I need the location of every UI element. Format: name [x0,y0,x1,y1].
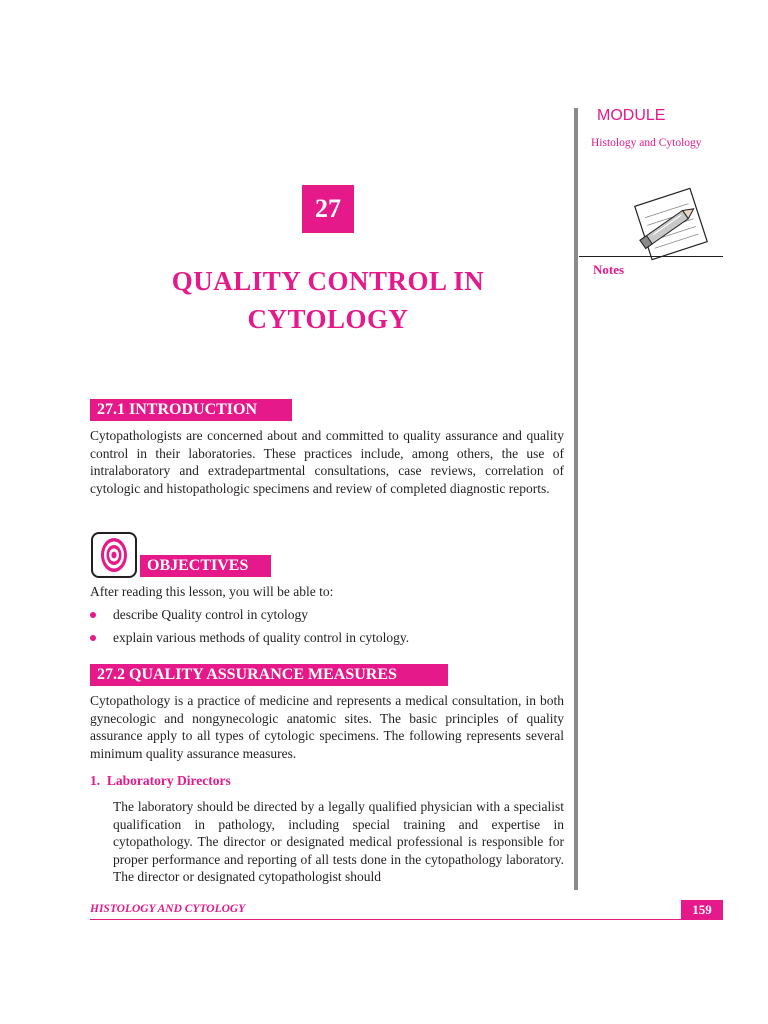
module-subtitle: Histology and Cytology [591,137,702,149]
objective-item-2: explain various methods of quality control in cytology. [113,630,410,645]
section-heading-quality-assurance: 27.2 QUALITY ASSURANCE MEASURES [90,664,448,686]
laboratory-directors-paragraph: The laboratory should be directed by a legally qualified physician with a specialist qualification in pathology, including special training and expertise in cytopathology. The director or designated medical professional is responsible for proper performance and reporting of all tests done in the cytopathology laboratory. The director or designated cytopathologist should [113,799,564,885]
objective-item-1: describe Quality control in cytology [113,607,308,622]
module-label: MODULE [597,107,666,124]
bullet-dot [90,635,96,641]
notepad-pencil-icon [628,182,714,266]
footer-rule [90,919,723,920]
chapter-title-line2: CYTOLOGY [247,304,409,334]
notes-rule [579,256,723,257]
running-footer-title: HISTOLOGY AND CYTOLOGY [90,903,246,915]
chapter-title-line1: QUALITY CONTROL IN [171,266,485,296]
target-icon [90,531,138,579]
subheading-laboratory-directors: 1. Laboratory Directors [90,773,231,788]
page-number: 159 [681,900,723,920]
sidebar-divider [574,108,578,890]
bullet-dot [90,612,96,618]
introduction-paragraph: Cytopathologists are concerned about and committed to quality assurance and quality control in their laboratories. These practices include, among others, the use of intralaboratory and extradepartmental consultations, case reviews, correlation of cytologic and histopathologic specimens and review of completed diagnostic reports. [90,428,564,496]
chapter-number: 27 [302,185,354,233]
quality-assurance-paragraph: Cytopathology is a practice of medicine and represents a medical consultation, in both gynecologic and nongynecologic anatomic sites. The basic principles of quality assurance apply to all types of cytologic specimens. The following represents several minimum quality assurance measures. [90,693,564,761]
objectives-lead: After reading this lesson, you will be able to: [90,584,334,599]
section-heading-objectives: OBJECTIVES [140,555,271,577]
section-heading-introduction: 27.1 INTRODUCTION [90,399,292,421]
notes-label: Notes [593,262,625,277]
chapter-title [90,262,566,338]
